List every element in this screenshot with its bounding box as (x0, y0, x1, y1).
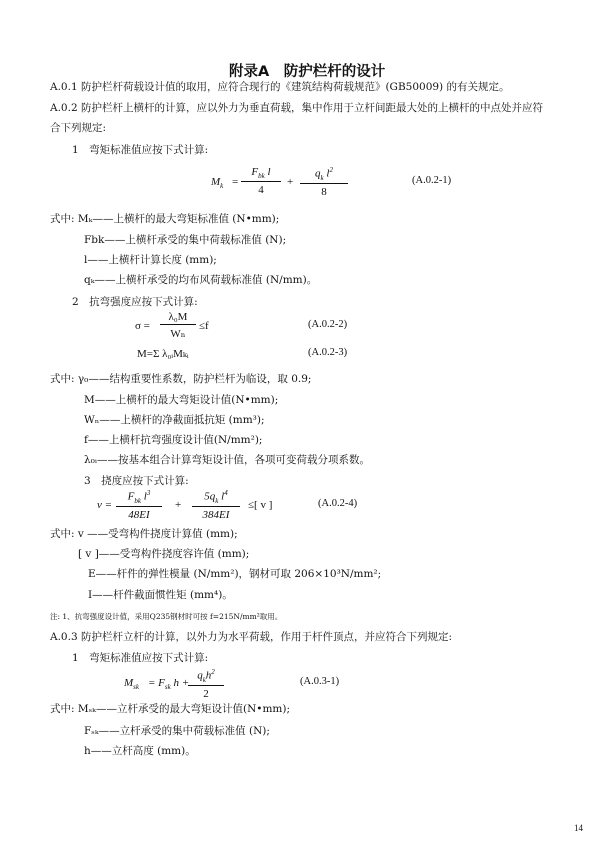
where1-line-1: Fbk——上横杆承受的集中荷载标准值 (N); (84, 234, 287, 246)
page-number: 14 (574, 823, 583, 833)
eq1-fraction-1 (241, 166, 281, 196)
clause-a02-line1: A.0.2 防护栏杆上横杆的计算，应以外力为垂直荷载，集中作用于立杆间距最大处的上横杆的中点处并应符 (50, 102, 543, 114)
where2-line-1: M——上横杆的最大弯矩设计值(N•mm); (84, 394, 279, 406)
eq1-fraction-2 (300, 166, 348, 198)
where3-line-3: I——杆件截面惯性矩 (mm⁴)。 (88, 589, 233, 601)
eq4-plus: + (175, 499, 182, 511)
item-3-deflection: 3 挠度应按下式计算: (84, 475, 189, 487)
item-2-strength: 2 抗弯强度应按下式计算: (72, 296, 198, 308)
where3-line-1: [ v ]——受弯构件挠度容许值 (mm); (78, 548, 250, 560)
eq2-tail: ≤f (199, 320, 209, 332)
eq5-fraction (188, 668, 224, 700)
where1-line-3: qₖ——上横杆承受的均布风荷载标准值 (N/mm)。 (84, 274, 318, 286)
eq3-label: (A.0.2-3) (308, 347, 348, 358)
eq2-numerator: λ₀M (160, 311, 196, 325)
eq1-frac2-denominator: 8 (321, 185, 327, 198)
appendix-title: 附录A 防护栏杆的设计 (229, 64, 386, 80)
eq4-frac1-numerator: $F_{bk}$ $l^3$ (116, 489, 162, 507)
where2-line-2: Wₙ——上横杆的净截面抵抗矩 (mm³); (84, 414, 265, 426)
eq4-fraction-2 (192, 489, 240, 521)
eq4-label: (A.0.2-4) (318, 498, 358, 509)
where1-line-0: 式中: Mₖ——上横杆的最大弯矩标准值 (N•mm); (50, 213, 280, 225)
eq1-frac2-numerator: $q_k$ $l^2$ (300, 166, 348, 184)
eq1-frac1-denominator: 4 (258, 184, 264, 197)
item-1-post-bending: 1 弯矩标准值应按下式计算: (72, 652, 209, 664)
eq3-formula: M=Σ λ₀ᵢMₖᵢ (137, 348, 189, 360)
where2-line-3: f——上横杆抗弯强度设计值(N/mm²); (84, 434, 263, 446)
item-1-bending: 1 弯矩标准值应按下式计算: (72, 144, 209, 156)
where2-line-4: λ₀ᵢ——按基本组合计算弯矩设计值，各项可变荷载分项系数。 (84, 454, 370, 466)
where4-line-2: h——立杆高度 (mm)。 (84, 745, 196, 757)
eq4-frac1-denominator: 48EI (128, 508, 150, 521)
where3-line-2: E——杆件的弹性模量 (N/mm²)，钢材可取 206×10³N/mm²; (88, 568, 382, 580)
eq4-fraction-1 (116, 489, 162, 521)
where4-line-1: Fₛₖ——立杆承受的集中荷载标准值 (N); (84, 725, 270, 737)
eq5-middle: = $F_{sk}$ h + (148, 677, 190, 692)
clause-a02-line2: 合下列规定: (50, 122, 107, 134)
eq2-fraction (160, 311, 196, 340)
eq4-frac2-denominator: 384EI (202, 508, 230, 521)
eq1-equals: = (232, 176, 239, 188)
eq5-lhs: $M_{sk}$ (124, 677, 140, 692)
eq2-denominator: Wₙ (170, 328, 186, 340)
eq4-tail: ≤[ v ] (248, 499, 273, 511)
eq1-lhs-symbol: M (211, 176, 221, 188)
clause-a03: A.0.3 防护栏杆立杆的计算，以外力为水平荷载，作用于杆件顶点，并应符合下列规定: (50, 631, 452, 643)
where4-line-0: 式中: Mₛₖ——立杆承受的最大弯矩设计值(N•mm); (50, 703, 291, 715)
note-line: 注: 1、抗弯强度设计值，采用Q235钢材时可按 f=215N/mm²取用。 (50, 612, 283, 621)
where3-line-0: 式中: v ——受弯构件挠度计算值 (mm); (50, 528, 238, 540)
eq1-frac1-numerator: $F_{bk}$ l (241, 166, 281, 182)
where2-line-0: 式中: γ₀——结构重要性系数，防护栏杆为临设，取 0.9; (50, 373, 312, 385)
eq1-lhs-sub: k (220, 182, 224, 191)
eq5-denominator: 2 (203, 687, 209, 700)
clause-a01: A.0.1 防护栏杆荷载设计值的取用，应符合现行的《建筑结构荷载规范》(GB50009) 的有关规定。 (50, 81, 510, 93)
eq1-label: (A.0.2-1) (412, 175, 452, 186)
where1-line-2: l——上横杆计算长度 (mm); (84, 254, 217, 266)
eq1-lhs (211, 176, 223, 190)
eq4-lhs: v = (97, 499, 113, 511)
eq2-lhs: σ = (135, 320, 150, 332)
eq5-numerator: $q_kh^2$ (188, 668, 224, 686)
eq5-label: (A.0.3-1) (300, 676, 340, 687)
eq2-label: (A.0.2-2) (308, 319, 348, 330)
eq1-plus: + (287, 176, 294, 188)
eq4-frac2-numerator: $5q_k$ $l^4$ (192, 489, 240, 507)
